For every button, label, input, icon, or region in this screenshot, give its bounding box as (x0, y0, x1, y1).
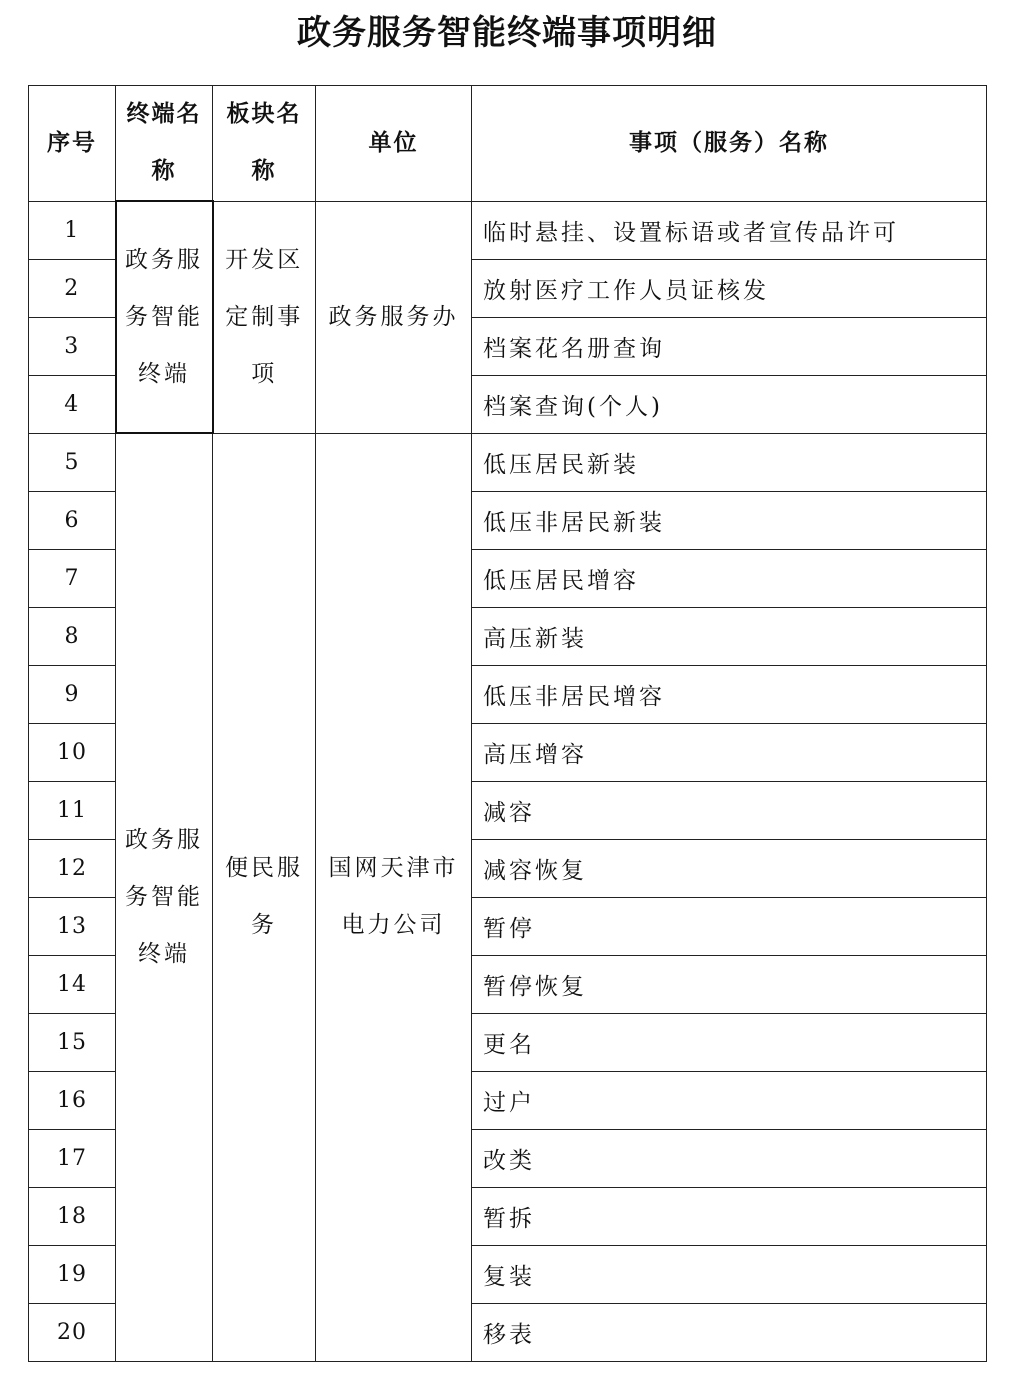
row-seq: 16 (29, 1071, 116, 1129)
group2-unit-line1: 国网天津市 (328, 855, 459, 881)
group1-terminal-line3: 终端 (138, 360, 190, 387)
group2-unit-cell (316, 433, 472, 1361)
group1-section-line1: 开发区 (225, 246, 304, 273)
group2-terminal-line2: 务智能 (125, 883, 203, 910)
row-seq: 8 (29, 607, 116, 665)
row-seq: 6 (29, 491, 116, 549)
group2-unit-line2: 电力公司 (341, 912, 446, 938)
header-section-line2: 称 (251, 158, 277, 185)
header-item-name: 事项（服务）名称 (472, 86, 987, 202)
row-item: 复装 (472, 1245, 987, 1303)
header-section-name (213, 86, 316, 202)
header-row (29, 86, 987, 202)
row-item: 过户 (472, 1071, 987, 1129)
row-item: 暂停恢复 (472, 955, 987, 1013)
row-seq: 14 (29, 955, 116, 1013)
row-seq: 3 (29, 317, 116, 375)
row-item: 低压居民增容 (472, 549, 987, 607)
row-item: 暂拆 (472, 1187, 987, 1245)
row-seq: 13 (29, 897, 116, 955)
header-section-line1: 板块名 (226, 101, 302, 128)
row-item: 低压非居民增容 (472, 665, 987, 723)
row-seq: 10 (29, 723, 116, 781)
row-seq: 1 (29, 201, 116, 259)
row-seq: 2 (29, 259, 116, 317)
header-terminal-name (116, 86, 213, 202)
group1-unit-line1: 政务服务办 (328, 303, 459, 330)
row-item: 档案花名册查询 (472, 317, 987, 375)
row-item: 更名 (472, 1013, 987, 1071)
group1-section-line2: 定制事 (225, 303, 304, 330)
row-seq: 7 (29, 549, 116, 607)
group1-section-line3: 项 (251, 360, 278, 387)
row-item: 低压非居民新装 (472, 491, 987, 549)
group1-terminal-line1: 政务服 (125, 246, 203, 273)
row-seq: 15 (29, 1013, 116, 1071)
row-seq: 5 (29, 433, 116, 491)
table-row (29, 201, 987, 259)
row-item: 临时悬挂、设置标语或者宣传品许可 (472, 201, 987, 259)
row-item: 减容 (472, 781, 987, 839)
group1-terminal-line2: 务智能 (125, 303, 203, 330)
row-item: 高压新装 (472, 607, 987, 665)
group1-terminal-cell (116, 201, 213, 433)
row-item: 低压居民新装 (472, 433, 987, 491)
page-title: 政务服务智能终端事项明细 (297, 13, 717, 53)
table-row (29, 433, 987, 491)
group2-section-cell (213, 433, 316, 1361)
service-items-table (28, 85, 987, 1362)
group2-terminal-line3: 终端 (138, 940, 190, 967)
row-seq: 18 (29, 1187, 116, 1245)
group1-unit-cell (316, 201, 472, 433)
row-item: 高压增容 (472, 723, 987, 781)
row-item: 放射医疗工作人员证核发 (472, 259, 987, 317)
row-item: 档案查询(个人) (472, 375, 987, 433)
row-seq: 19 (29, 1245, 116, 1303)
header-terminal-line1: 终端名 (126, 101, 202, 127)
group2-section-line2: 务 (251, 912, 277, 938)
header-terminal-line2: 称 (151, 158, 177, 184)
row-seq: 11 (29, 781, 116, 839)
group2-section-line1: 便民服 (225, 855, 303, 881)
row-seq: 9 (29, 665, 116, 723)
header-seq: 序号 (29, 86, 116, 202)
row-item: 减容恢复 (472, 839, 987, 897)
row-seq: 20 (29, 1303, 116, 1361)
group1-section-cell (213, 201, 316, 433)
group2-terminal-cell (116, 433, 213, 1361)
row-item: 改类 (472, 1129, 987, 1187)
row-seq: 4 (29, 375, 116, 433)
row-item: 暂停 (472, 897, 987, 955)
row-item: 移表 (472, 1303, 987, 1361)
header-unit: 单位 (316, 86, 472, 202)
row-seq: 17 (29, 1129, 116, 1187)
row-seq: 12 (29, 839, 116, 897)
group2-terminal-line1: 政务服 (125, 826, 203, 853)
